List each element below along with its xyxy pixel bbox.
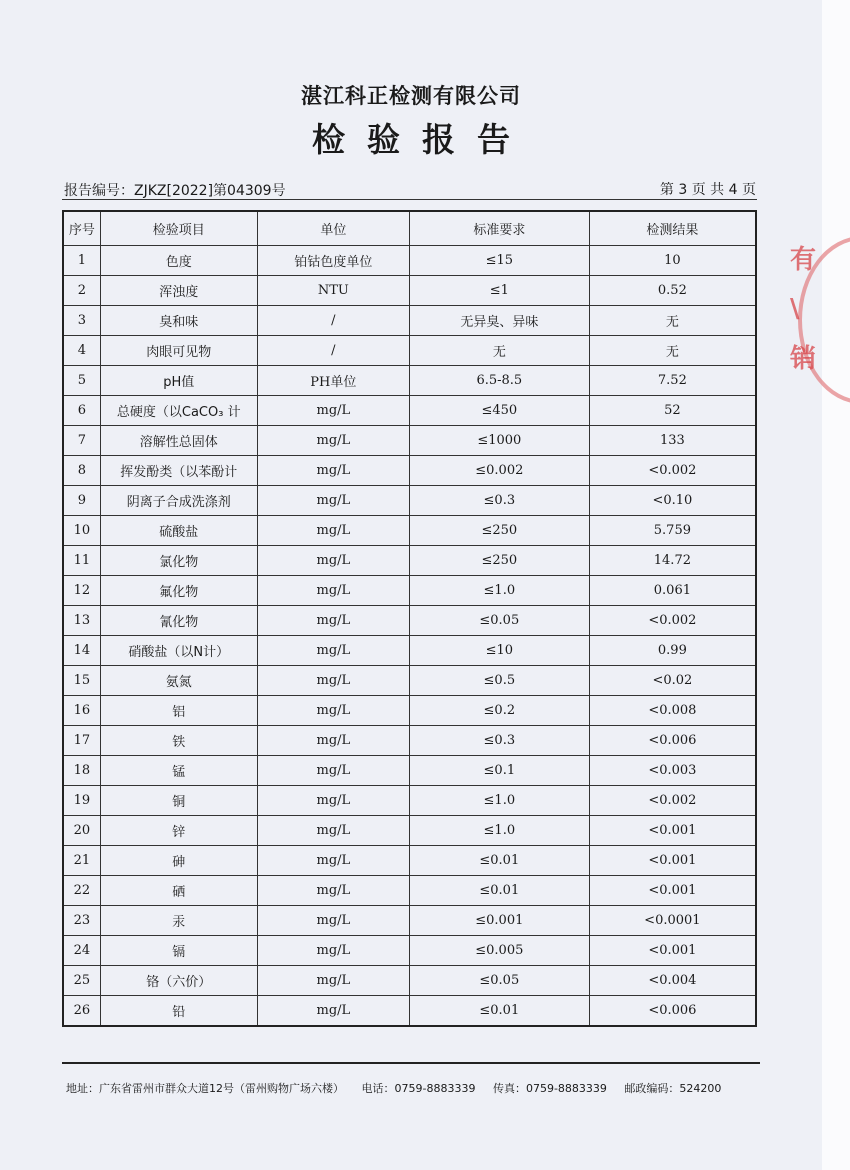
cell-unit: mg/L: [257, 666, 409, 696]
table-row: [63, 276, 756, 306]
footer-fax: 传真：0759-8883339: [492, 1082, 607, 1095]
column-header-result: 检测结果: [589, 211, 756, 246]
footer-divider: [62, 1062, 760, 1064]
cell-standard: ≤0.3: [409, 486, 589, 516]
footer-address: 地址：广东省雷州市群众大道12号（雷州购物广场六楼）: [66, 1082, 344, 1095]
cell-item: 硝酸盐（以N计）: [100, 636, 257, 666]
table-row: [63, 606, 756, 636]
table-row: [63, 546, 756, 576]
cell-standard: ≤10: [409, 636, 589, 666]
cell-unit: mg/L: [257, 546, 409, 576]
cell-index: 16: [63, 696, 100, 726]
column-header-index: 序号: [63, 211, 100, 246]
cell-standard: ≤0.005: [409, 936, 589, 966]
cell-item: 铁: [100, 726, 257, 756]
cell-unit: mg/L: [257, 936, 409, 966]
cell-item: 氟化物: [100, 576, 257, 606]
footer: [66, 1080, 735, 1096]
cell-result: 10: [589, 246, 756, 276]
cell-result: 0.99: [589, 636, 756, 666]
cell-standard: ≤0.2: [409, 696, 589, 726]
cell-item: 镉: [100, 936, 257, 966]
cell-item: 硫酸盐: [100, 516, 257, 546]
cell-item: 锌: [100, 816, 257, 846]
cell-standard: ≤0.3: [409, 726, 589, 756]
cell-standard: ≤0.1: [409, 756, 589, 786]
cell-standard: ≤1000: [409, 426, 589, 456]
cell-index: 12: [63, 576, 100, 606]
cell-index: 25: [63, 966, 100, 996]
seal-char: 销: [790, 343, 817, 374]
cell-index: 1: [63, 246, 100, 276]
table-row: [63, 426, 756, 456]
cell-result: <0.0001: [589, 906, 756, 936]
cell-index: 23: [63, 906, 100, 936]
cell-index: 18: [63, 756, 100, 786]
cell-index: 6: [63, 396, 100, 426]
table-row: [63, 966, 756, 996]
cell-unit: 铂钴色度单位: [257, 246, 409, 276]
table-row: [63, 876, 756, 906]
cell-item: 总硬度（以CaCO₃ 计: [100, 396, 257, 426]
table-row: [63, 726, 756, 756]
table-row: [63, 516, 756, 546]
cell-unit: mg/L: [257, 876, 409, 906]
cell-unit: /: [257, 336, 409, 366]
cell-index: 24: [63, 936, 100, 966]
company-name: 湛江科正检测有限公司: [301, 84, 521, 108]
cell-item: 氰化物: [100, 606, 257, 636]
cell-unit: mg/L: [257, 396, 409, 426]
table-row: [63, 996, 756, 1027]
cell-item: 溶解性总固体: [100, 426, 257, 456]
table-row: [63, 636, 756, 666]
cell-item: 砷: [100, 846, 257, 876]
cell-result: <0.02: [589, 666, 756, 696]
cell-item: 挥发酚类（以苯酚计: [100, 456, 257, 486]
cell-result: <0.004: [589, 966, 756, 996]
cell-item: 铅: [100, 996, 257, 1027]
cell-index: 4: [63, 336, 100, 366]
table-row: [63, 246, 756, 276]
cell-standard: ≤0.05: [409, 966, 589, 996]
column-header-unit: 单位: [257, 211, 409, 246]
cell-result: <0.001: [589, 936, 756, 966]
cell-result: <0.001: [589, 816, 756, 846]
table-header-row: [63, 211, 756, 246]
cell-standard: ≤1.0: [409, 786, 589, 816]
cell-unit: mg/L: [257, 756, 409, 786]
cell-index: 2: [63, 276, 100, 306]
cell-result: 无: [589, 306, 756, 336]
cell-result: <0.001: [589, 876, 756, 906]
cell-unit: mg/L: [257, 786, 409, 816]
cell-item: 肉眼可见物: [100, 336, 257, 366]
cell-result: 0.061: [589, 576, 756, 606]
cell-result: <0.008: [589, 696, 756, 726]
cell-item: 铝: [100, 696, 257, 726]
cell-standard: 无异臭、异味: [409, 306, 589, 336]
scan-margin: [822, 0, 850, 1170]
cell-index: 21: [63, 846, 100, 876]
cell-index: 8: [63, 456, 100, 486]
table-row: [63, 366, 756, 396]
table-row: [63, 756, 756, 786]
table-row: [63, 936, 756, 966]
cell-result: 7.52: [589, 366, 756, 396]
cell-result: <0.10: [589, 486, 756, 516]
table-row: [63, 696, 756, 726]
cell-standard: ≤0.01: [409, 996, 589, 1027]
cell-result: 133: [589, 426, 756, 456]
report-number: 报告编号：ZJKZ[2022]第04309号: [64, 183, 286, 199]
cell-item: 氯化物: [100, 546, 257, 576]
table-row: [63, 906, 756, 936]
cell-standard: ≤0.002: [409, 456, 589, 486]
cell-unit: mg/L: [257, 636, 409, 666]
cell-standard: ≤250: [409, 516, 589, 546]
cell-result: 5.759: [589, 516, 756, 546]
cell-result: 14.72: [589, 546, 756, 576]
results-table: [62, 210, 757, 1027]
cell-index: 3: [63, 306, 100, 336]
table-row: [63, 816, 756, 846]
cell-standard: ≤15: [409, 246, 589, 276]
cell-item: 氨氮: [100, 666, 257, 696]
cell-result: <0.002: [589, 786, 756, 816]
cell-standard: ≤0.05: [409, 606, 589, 636]
table-row: [63, 846, 756, 876]
cell-standard: ≤1.0: [409, 576, 589, 606]
cell-standard: 6.5-8.5: [409, 366, 589, 396]
cell-standard: ≤0.01: [409, 846, 589, 876]
cell-result: 无: [589, 336, 756, 366]
cell-result: 52: [589, 396, 756, 426]
cell-index: 26: [63, 996, 100, 1027]
cell-index: 5: [63, 366, 100, 396]
cell-standard: ≤450: [409, 396, 589, 426]
cell-index: 20: [63, 816, 100, 846]
cell-item: 铜: [100, 786, 257, 816]
table-row: [63, 456, 756, 486]
cell-result: <0.001: [589, 846, 756, 876]
results-table-body: [63, 246, 756, 1027]
cell-standard: ≤250: [409, 546, 589, 576]
cell-item: 汞: [100, 906, 257, 936]
table-row: [63, 486, 756, 516]
cell-index: 14: [63, 636, 100, 666]
cell-index: 19: [63, 786, 100, 816]
cell-unit: mg/L: [257, 726, 409, 756]
cell-result: <0.006: [589, 726, 756, 756]
cell-unit: mg/L: [257, 516, 409, 546]
cell-unit: PH单位: [257, 366, 409, 396]
cell-unit: mg/L: [257, 456, 409, 486]
cell-index: 22: [63, 876, 100, 906]
header-divider: [62, 199, 757, 200]
cell-standard: 无: [409, 336, 589, 366]
cell-unit: mg/L: [257, 966, 409, 996]
cell-standard: ≤0.001: [409, 906, 589, 936]
cell-result: <0.002: [589, 606, 756, 636]
footer-phone: 电话：0759-8883339: [361, 1082, 476, 1095]
cell-unit: mg/L: [257, 846, 409, 876]
footer-postcode: 邮政编码：524200: [624, 1082, 722, 1095]
cell-index: 17: [63, 726, 100, 756]
cell-standard: ≤0.5: [409, 666, 589, 696]
cell-standard: ≤1: [409, 276, 589, 306]
seal-char: \: [790, 294, 800, 325]
cell-index: 15: [63, 666, 100, 696]
cell-unit: mg/L: [257, 426, 409, 456]
cell-item: 阴离子合成洗涤剂: [100, 486, 257, 516]
table-row: [63, 336, 756, 366]
cell-item: 硒: [100, 876, 257, 906]
column-header-item: 检验项目: [100, 211, 257, 246]
cell-unit: mg/L: [257, 486, 409, 516]
cell-unit: NTU: [257, 276, 409, 306]
seal-char: 有: [790, 245, 817, 275]
table-row: [63, 786, 756, 816]
table-row: [63, 396, 756, 426]
cell-unit: mg/L: [257, 576, 409, 606]
cell-result: <0.002: [589, 456, 756, 486]
cell-index: 7: [63, 426, 100, 456]
cell-unit: mg/L: [257, 996, 409, 1027]
cell-unit: /: [257, 306, 409, 336]
cell-item: 锰: [100, 756, 257, 786]
table-row: [63, 666, 756, 696]
document-title: 检验报告: [312, 120, 532, 159]
cell-unit: mg/L: [257, 606, 409, 636]
cell-item: 臭和味: [100, 306, 257, 336]
table-row: [63, 306, 756, 336]
cell-item: 铬（六价）: [100, 966, 257, 996]
cell-unit: mg/L: [257, 816, 409, 846]
cell-result: <0.006: [589, 996, 756, 1027]
cell-item: 浑浊度: [100, 276, 257, 306]
cell-item: pH值: [100, 366, 257, 396]
cell-index: 9: [63, 486, 100, 516]
cell-unit: mg/L: [257, 696, 409, 726]
table-row: [63, 576, 756, 606]
column-header-standard: 标准要求: [409, 211, 589, 246]
cell-result: <0.003: [589, 756, 756, 786]
cell-index: 10: [63, 516, 100, 546]
cell-standard: ≤1.0: [409, 816, 589, 846]
cell-result: 0.52: [589, 276, 756, 306]
seal-stamp-text: [790, 236, 850, 396]
cell-unit: mg/L: [257, 906, 409, 936]
cell-standard: ≤0.01: [409, 876, 589, 906]
cell-index: 13: [63, 606, 100, 636]
cell-index: 11: [63, 546, 100, 576]
page-indicator: 第 3 页 共 4 页: [659, 182, 756, 198]
cell-item: 色度: [100, 246, 257, 276]
